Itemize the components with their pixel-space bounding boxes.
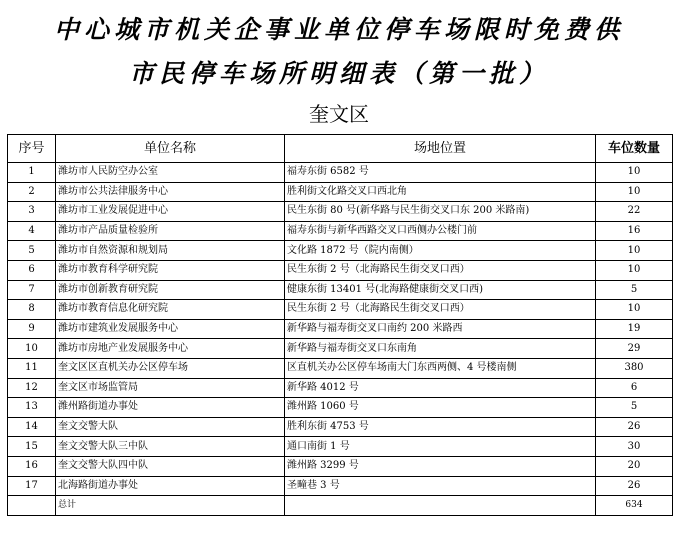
cell-location: 胜利东街 4753 号 — [285, 417, 596, 437]
cell-name: 奎文区市场监管局 — [56, 378, 285, 398]
total-label: 总计 — [56, 496, 285, 516]
column-header-count: 车位数量 — [596, 135, 673, 163]
cell-location: 新华路与福寿街交叉口南约 200 米路西 — [285, 319, 596, 339]
cell-count: 10 — [596, 241, 673, 261]
cell-no: 10 — [8, 339, 56, 359]
cell-location: 通口南街 1 号 — [285, 437, 596, 457]
cell-location-empty — [285, 496, 596, 516]
cell-no: 7 — [8, 280, 56, 300]
table-header-row — [8, 135, 673, 163]
cell-name: 潍坊市教育信息化研究院 — [56, 300, 285, 320]
cell-location: 健康东街 13401 号(北海路健康街交叉口西) — [285, 280, 596, 300]
cell-location: 圣疃巷 3 号 — [285, 476, 596, 496]
parking-table — [7, 134, 673, 516]
table-row — [8, 339, 673, 359]
cell-no: 14 — [8, 417, 56, 437]
cell-no: 2 — [8, 182, 56, 202]
table-row — [8, 182, 673, 202]
table-row — [8, 437, 673, 457]
column-header-no: 序号 — [8, 135, 56, 163]
cell-count: 16 — [596, 221, 673, 241]
cell-location: 福寿东街 6582 号 — [285, 163, 596, 183]
cell-count: 10 — [596, 182, 673, 202]
cell-count: 6 — [596, 378, 673, 398]
cell-count: 30 — [596, 437, 673, 457]
cell-location: 民生东街 2 号（北海路民生街交叉口西） — [285, 260, 596, 280]
cell-count: 29 — [596, 339, 673, 359]
cell-count: 26 — [596, 417, 673, 437]
cell-name: 奎文交警大队三中队 — [56, 437, 285, 457]
cell-no: 15 — [8, 437, 56, 457]
table-row — [8, 163, 673, 183]
total-count: 634 — [596, 496, 673, 516]
cell-count: 5 — [596, 280, 673, 300]
cell-name: 奎文交警大队四中队 — [56, 456, 285, 476]
table-row — [8, 456, 673, 476]
cell-name: 潍坊市公共法律服务中心 — [56, 182, 285, 202]
cell-location: 民生东街 80 号(新华路与民生街交叉口东 200 米路南) — [285, 202, 596, 222]
column-header-name: 单位名称 — [56, 135, 285, 163]
cell-location: 民生东街 2 号（北海路民生街交叉口西） — [285, 300, 596, 320]
cell-location: 区直机关办公区停车场南大门东西两侧、4 号楼南侧 — [285, 358, 596, 378]
cell-no: 9 — [8, 319, 56, 339]
table-total-row — [8, 496, 673, 516]
cell-name: 潍州路街道办事处 — [56, 398, 285, 418]
cell-count: 26 — [596, 476, 673, 496]
cell-no: 5 — [8, 241, 56, 261]
cell-location: 潍州路 1060 号 — [285, 398, 596, 418]
table-row — [8, 319, 673, 339]
cell-name: 潍坊市教育科学研究院 — [56, 260, 285, 280]
cell-no: 3 — [8, 202, 56, 222]
cell-name: 潍坊市人民防空办公室 — [56, 163, 285, 183]
table-row — [8, 378, 673, 398]
cell-no: 16 — [8, 456, 56, 476]
cell-no: 17 — [8, 476, 56, 496]
cell-no: 8 — [8, 300, 56, 320]
table-row — [8, 221, 673, 241]
cell-no: 11 — [8, 358, 56, 378]
district-heading: 奎文区 — [309, 102, 369, 126]
cell-location: 福寿东街与新华西路交叉口西侧办公楼门前 — [285, 221, 596, 241]
column-header-location: 场地位置 — [285, 135, 596, 163]
cell-count: 10 — [596, 163, 673, 183]
cell-name: 潍坊市工业发展促进中心 — [56, 202, 285, 222]
cell-name: 北海路街道办事处 — [56, 476, 285, 496]
table-row — [8, 280, 673, 300]
document-title-line2: 市民停车场所明细表（第一批） — [128, 59, 549, 88]
table-row — [8, 358, 673, 378]
cell-no: 12 — [8, 378, 56, 398]
table-body — [8, 163, 673, 516]
cell-count: 10 — [596, 260, 673, 280]
table-row — [8, 417, 673, 437]
cell-name: 潍坊市建筑业发展服务中心 — [56, 319, 285, 339]
cell-name: 奎文区区直机关办公区停车场 — [56, 358, 285, 378]
cell-count: 380 — [596, 358, 673, 378]
cell-count: 19 — [596, 319, 673, 339]
cell-count: 20 — [596, 456, 673, 476]
cell-no: 6 — [8, 260, 56, 280]
cell-count: 5 — [596, 398, 673, 418]
cell-location: 文化路 1872 号（院内南侧） — [285, 241, 596, 261]
table-row — [8, 398, 673, 418]
cell-location: 新华路与福寿街交叉口东南角 — [285, 339, 596, 359]
document-title-line1: 中心城市机关企事业单位停车场限时免费供 — [53, 15, 624, 44]
table-row — [8, 476, 673, 496]
cell-count: 10 — [596, 300, 673, 320]
table-row — [8, 202, 673, 222]
cell-location: 新华路 4012 号 — [285, 378, 596, 398]
cell-name: 奎文交警大队 — [56, 417, 285, 437]
cell-name: 潍坊市自然资源和规划局 — [56, 241, 285, 261]
cell-no: 1 — [8, 163, 56, 183]
cell-location: 胜利街文化路交叉口西北角 — [285, 182, 596, 202]
cell-location: 潍州路 3299 号 — [285, 456, 596, 476]
cell-no: 13 — [8, 398, 56, 418]
cell-name: 潍坊市房地产业发展服务中心 — [56, 339, 285, 359]
table-row — [8, 260, 673, 280]
cell-name: 潍坊市创新教育研究院 — [56, 280, 285, 300]
cell-no: 4 — [8, 221, 56, 241]
cell-count: 22 — [596, 202, 673, 222]
table-row — [8, 300, 673, 320]
cell-no-empty — [8, 496, 56, 516]
cell-name: 潍坊市产品质量检验所 — [56, 221, 285, 241]
table-row — [8, 241, 673, 261]
